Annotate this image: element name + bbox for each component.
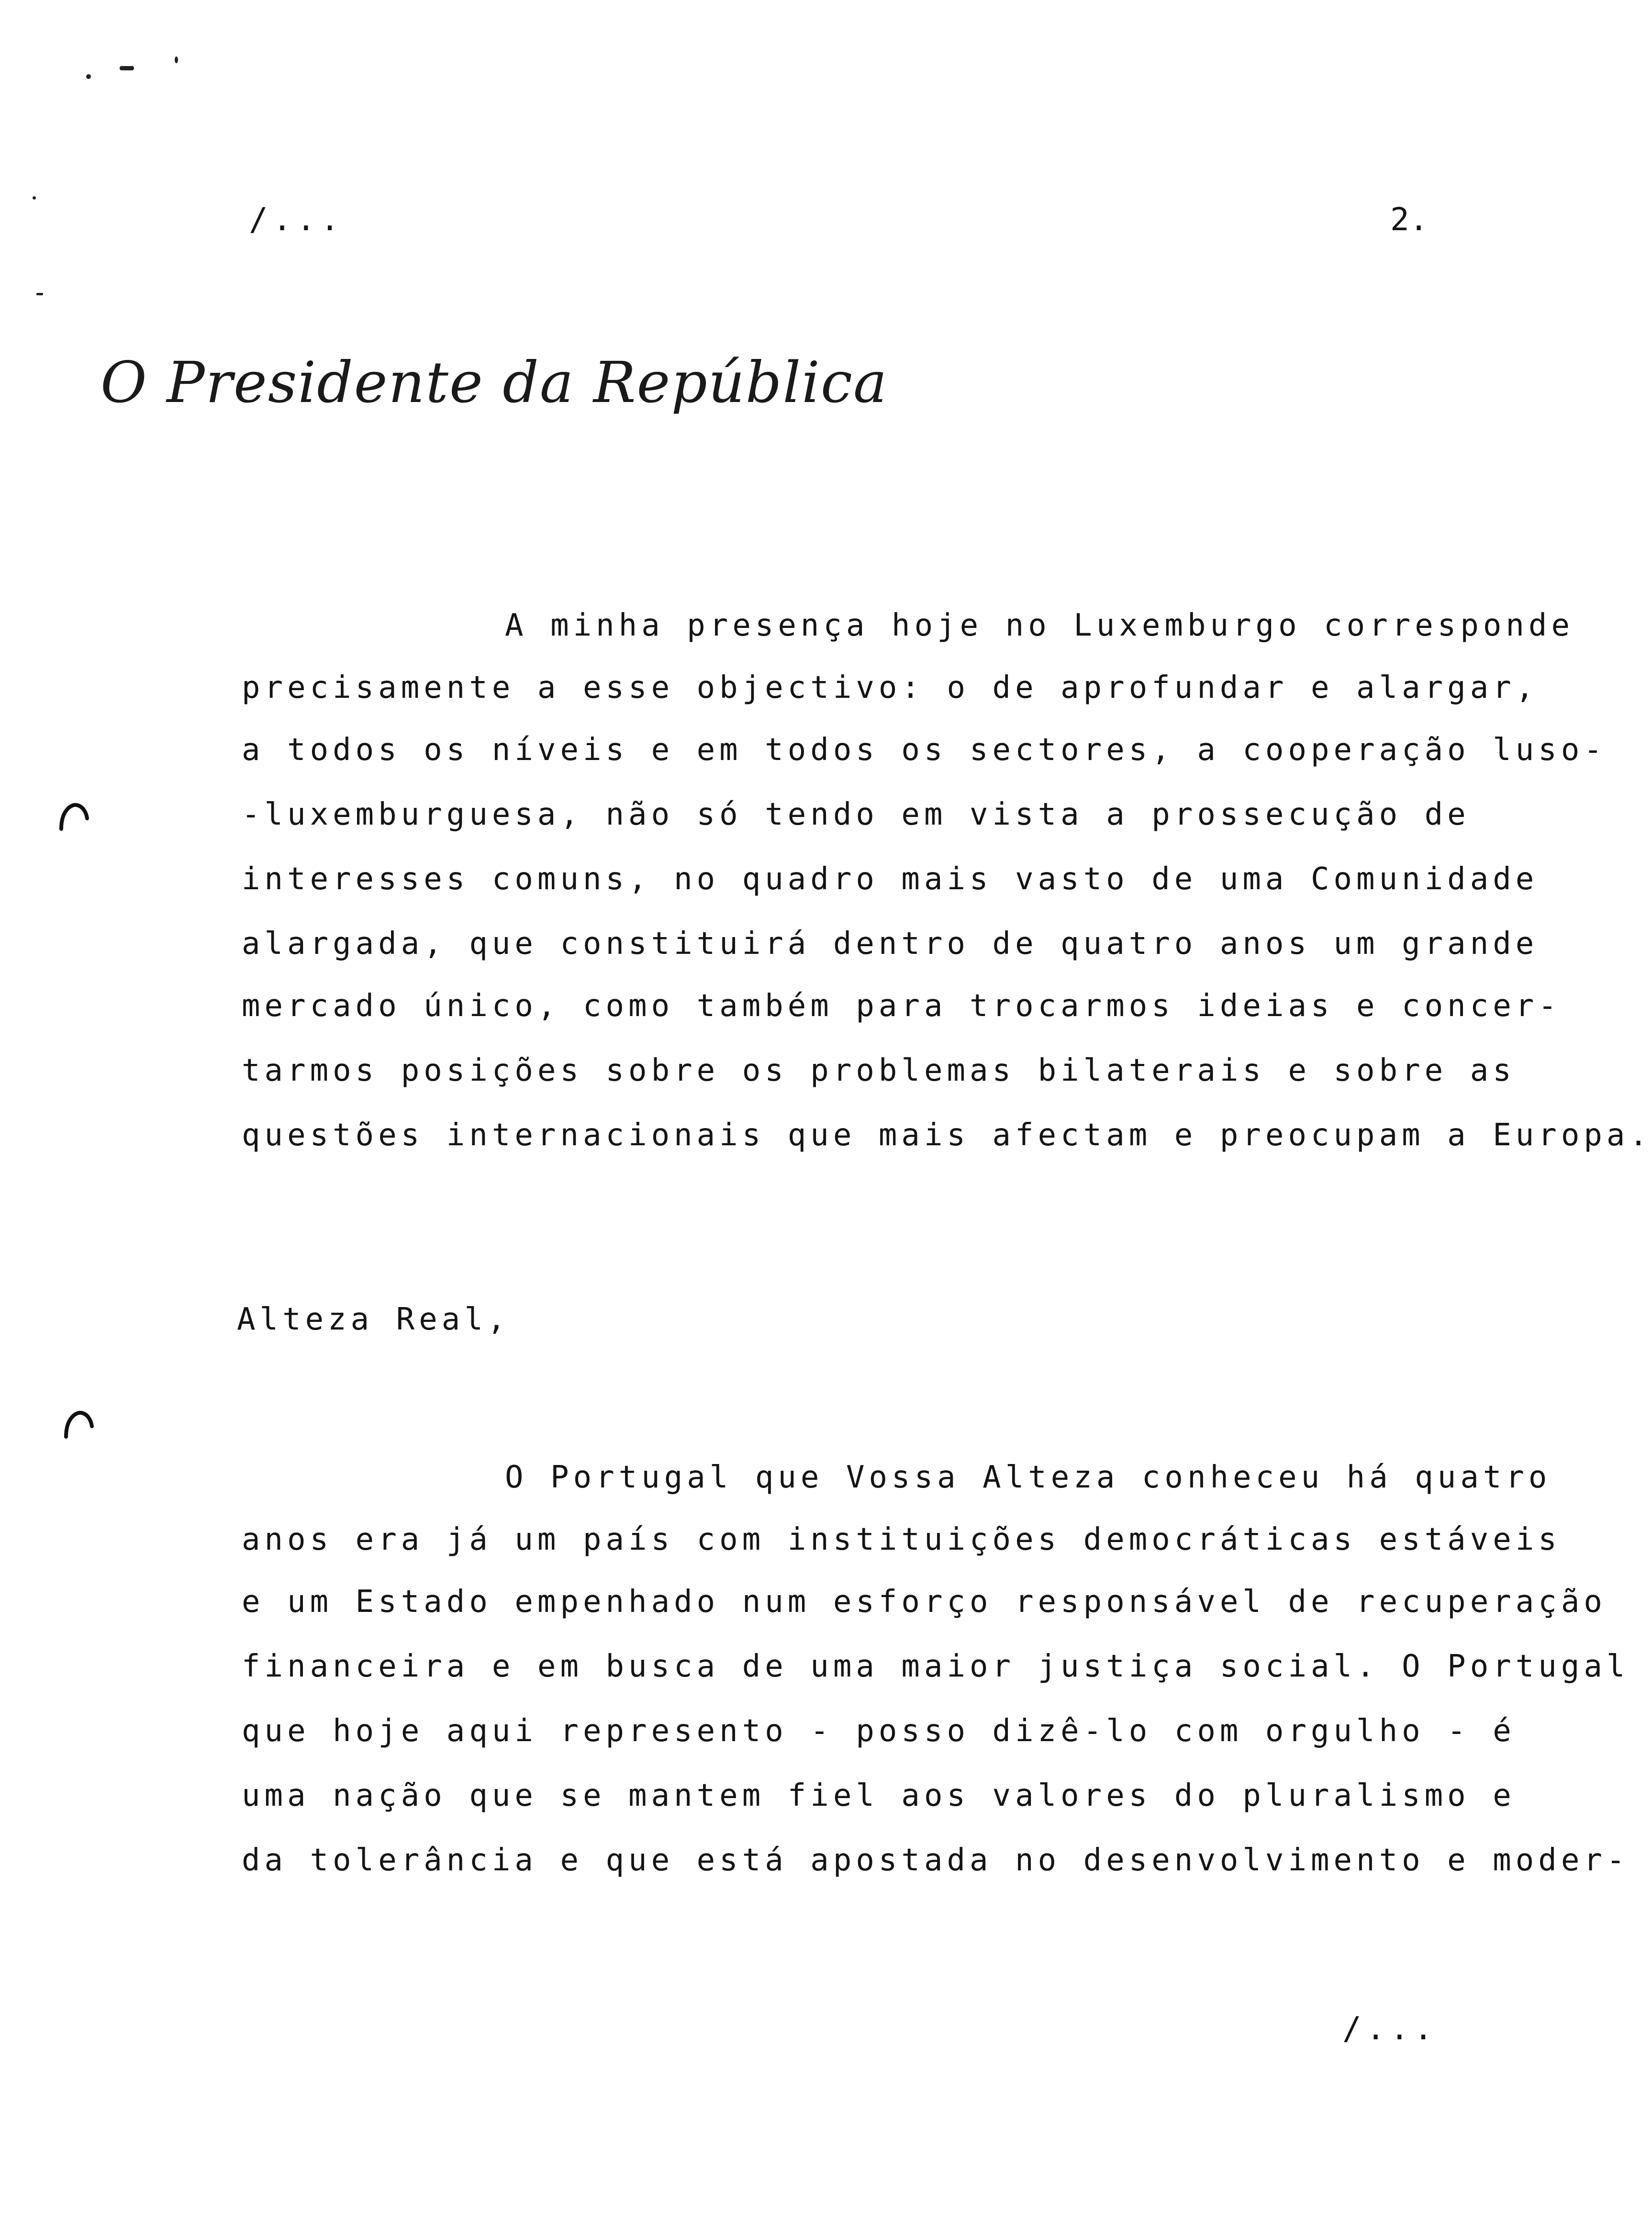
footer-continuation-mark: /...	[1342, 2010, 1438, 2047]
scan-speck	[86, 74, 91, 79]
paragraph-line: da tolerância e que está apostada no desenvolvimento e moder-	[242, 1843, 1630, 1878]
arc-mark-icon	[62, 1407, 96, 1441]
paragraph-line: O Portugal que Vossa Alteza conheceu há quatro	[505, 1460, 1552, 1495]
scan-speck	[120, 66, 134, 70]
paragraph-line: que hoje aqui represento - posso dizê-lo com orgulho - é	[242, 1713, 1516, 1749]
paragraph-line: -luxemburguesa, não só tendo em vista a prossecução de	[242, 797, 1470, 832]
letterhead-title: O Presidente da República	[100, 349, 888, 415]
header-continuation-mark: /...	[249, 201, 344, 238]
paragraph-line: e um Estado empenhado num esforço responsável de recuperação	[242, 1584, 1607, 1620]
paragraph-line: interesses comuns, no quadro mais vasto de uma Comunidade	[242, 861, 1539, 897]
paragraph-line: anos era já um país com instituições democráticas estáveis	[242, 1522, 1561, 1557]
scan-speck	[36, 293, 43, 295]
salutation: Alteza Real,	[237, 1302, 510, 1337]
paragraph-line: tarmos posições sobre os problemas bilaterais e sobre as	[242, 1053, 1516, 1088]
paragraph-line: a todos os níveis e em todos os sectores, a cooperação luso-	[242, 732, 1607, 768]
page-number: 2.	[1390, 201, 1429, 238]
paragraph-line: precisamente a esse objectivo: o de aprofundar e alargar,	[242, 670, 1539, 705]
paragraph-line: uma nação que se mantem fiel aos valores do pluralismo e	[242, 1778, 1516, 1813]
paragraph-line: A minha presença hoje no Luxemburgo corresponde	[505, 608, 1574, 643]
paragraph-line: alargada, que constituirá dentro de quatro anos um grande	[242, 926, 1539, 961]
arc-mark-icon	[57, 799, 91, 833]
scan-speck	[33, 196, 36, 200]
paragraph-line: financeira e em busca de uma maior justiça social. O Portugal	[242, 1649, 1630, 1684]
letterhead	[100, 345, 888, 426]
paragraph-line: mercado único, como também para trocarmos ideias e concer-	[242, 988, 1561, 1024]
scan-speck	[175, 56, 178, 63]
paragraph-line: questões internacionais que mais afectam e preocupam a Europa.	[242, 1118, 1652, 1153]
